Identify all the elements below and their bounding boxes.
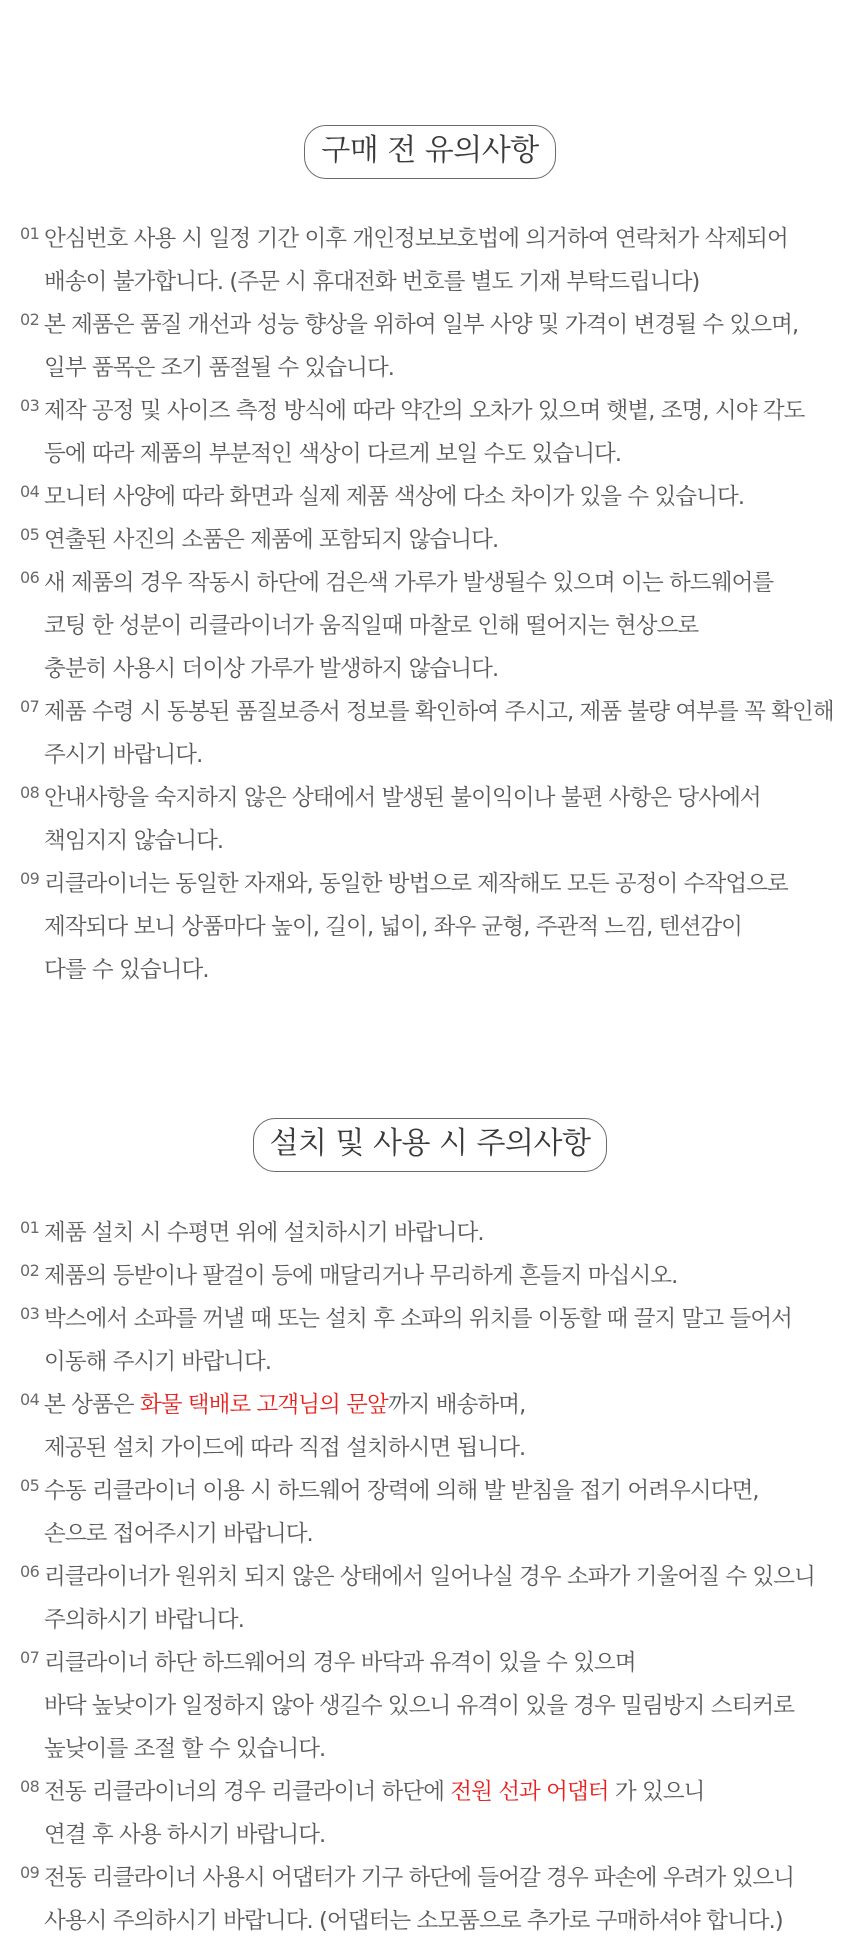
item-text: 사용시 주의하시기 바랍니다. (어댑터는 소모품으로 추가로 구매하셔야 합니다.) bbox=[44, 1908, 783, 1934]
item-text: 수동 리클라이너 이용 시 하드웨어 장력에 의해 발 받침을 접기 어려우시다면, bbox=[44, 1478, 759, 1504]
item-number: 03 bbox=[20, 396, 40, 415]
list-item bbox=[0, 1556, 860, 1642]
item-number: 03 bbox=[20, 1304, 40, 1323]
item-number: 08 bbox=[20, 1777, 40, 1796]
item-text: 바닥 높낮이가 일정하지 않아 생길수 있으니 유격이 있을 경우 밀림방지 스티커로 bbox=[44, 1693, 795, 1719]
item-number: 06 bbox=[20, 1562, 40, 1581]
list-item bbox=[0, 218, 860, 304]
installation-notice-section bbox=[0, 1118, 860, 1172]
list-item bbox=[0, 1255, 860, 1298]
item-text: 일부 품목은 조기 품절될 수 있습니다. bbox=[44, 355, 395, 381]
item-text: 배송이 불가합니다. (주문 시 휴대전화 번호를 별도 기재 부탁드립니다) bbox=[44, 269, 700, 295]
list-item bbox=[0, 1470, 860, 1556]
item-number: 06 bbox=[20, 568, 40, 587]
item-text: 모니터 사양에 따라 화면과 실제 제품 색상에 다소 차이가 있을 수 있습니다. bbox=[44, 484, 745, 510]
list-item bbox=[0, 1857, 860, 1943]
item-number: 05 bbox=[20, 1476, 40, 1495]
item-text: 박스에서 소파를 꺼낼 때 또는 설치 후 소파의 위치를 이동할 때 끌지 말고 들어서 bbox=[44, 1306, 792, 1332]
item-number: 04 bbox=[20, 1390, 40, 1409]
item-text: 리클라이너가 원위치 되지 않은 상태에서 일어나실 경우 소파가 기울어질 수 있으니 bbox=[44, 1564, 815, 1590]
item-text: 등에 따라 제품의 부분적인 색상이 다르게 보일 수도 있습니다. bbox=[44, 441, 622, 467]
item-text-segment: 까지 배송하며, bbox=[387, 1392, 526, 1418]
item-text bbox=[44, 1384, 846, 1427]
item-text-segment: 본 상품은 bbox=[44, 1392, 140, 1418]
highlighted-text: 화물 택배로 고객님의 문앞 bbox=[139, 1392, 388, 1418]
section-title-installation-notice: 설치 및 사용 시 주의사항 bbox=[253, 1118, 608, 1172]
item-text: 새 제품의 경우 작동시 하단에 검은색 가루가 발생될수 있으며 이는 하드웨어를 bbox=[44, 570, 774, 596]
item-text: 안내사항을 숙지하지 않은 상태에서 발생된 불이익이나 불편 사항은 당사에서 bbox=[44, 785, 761, 811]
item-text: 책임지지 않습니다. bbox=[44, 828, 224, 854]
list-item bbox=[0, 777, 860, 863]
list-item bbox=[0, 1771, 860, 1857]
item-number: 04 bbox=[20, 482, 40, 501]
list-item bbox=[0, 562, 860, 691]
item-number: 08 bbox=[20, 783, 40, 802]
item-text: 주시기 바랍니다. bbox=[44, 742, 203, 768]
item-number: 02 bbox=[20, 1261, 40, 1280]
item-text: 연결 후 사용 하시기 바랍니다. bbox=[44, 1822, 326, 1848]
item-number: 02 bbox=[20, 310, 40, 329]
item-text: 본 제품은 품질 개선과 성능 향상을 위하여 일부 사양 및 가격이 변경될 수 있으며, bbox=[44, 312, 799, 338]
item-text: 제공된 설치 가이드에 따라 직접 설치하시면 됩니다. bbox=[44, 1435, 526, 1461]
item-number: 05 bbox=[20, 525, 40, 544]
item-number: 09 bbox=[20, 869, 40, 888]
purchase-notice-section bbox=[0, 125, 860, 179]
list-item bbox=[0, 691, 860, 777]
item-text: 전동 리클라이너 사용시 어댑터가 기구 하단에 들어갈 경우 파손에 우려가 있으니 bbox=[44, 1865, 795, 1891]
item-text: 리클라이너는 동일한 자재와, 동일한 방법으로 제작해도 모든 공정이 수작업으로 bbox=[44, 871, 788, 897]
highlighted-text: 전원 선과 어댑터 bbox=[450, 1779, 609, 1805]
item-text: 제품 설치 시 수평면 위에 설치하시기 바랍니다. bbox=[44, 1220, 484, 1246]
item-number: 07 bbox=[20, 1648, 40, 1667]
item-text: 제품 수령 시 동봉된 품질보증서 정보를 확인하여 주시고, 제품 불량 여부를 꼭 확인해 bbox=[44, 699, 834, 725]
list-item bbox=[0, 519, 860, 562]
item-text: 연출된 사진의 소품은 제품에 포함되지 않습니다. bbox=[44, 527, 499, 553]
list-item bbox=[0, 1384, 860, 1470]
item-text: 제작되다 보니 상품마다 높이, 길이, 넓이, 좌우 균형, 주관적 느낌, 텐션감이 bbox=[44, 914, 742, 940]
item-number: 01 bbox=[20, 1218, 40, 1237]
item-text: 제품의 등받이나 팔걸이 등에 매달리거나 무리하게 흔들지 마십시오. bbox=[44, 1263, 678, 1289]
installation-notice-list bbox=[0, 1212, 860, 1943]
item-text: 손으로 접어주시기 바랍니다. bbox=[44, 1521, 313, 1547]
item-text: 다를 수 있습니다. bbox=[44, 957, 209, 983]
list-item bbox=[0, 863, 860, 992]
item-text bbox=[44, 1771, 846, 1814]
item-text: 높낮이를 조절 할 수 있습니다. bbox=[44, 1736, 326, 1762]
list-item bbox=[0, 476, 860, 519]
item-text: 안심번호 사용 시 일정 기간 이후 개인정보보호법에 의거하여 연락처가 삭제되어 bbox=[44, 226, 788, 252]
item-text: 리클라이너 하단 하드웨어의 경우 바닥과 유격이 있을 수 있으며 bbox=[44, 1650, 636, 1676]
item-number: 07 bbox=[20, 697, 40, 716]
list-item bbox=[0, 1212, 860, 1255]
list-item bbox=[0, 390, 860, 476]
item-text: 충분히 사용시 더이상 가루가 발생하지 않습니다. bbox=[44, 656, 499, 682]
item-text: 주의하시기 바랍니다. bbox=[44, 1607, 245, 1633]
item-text: 제작 공정 및 사이즈 측정 방식에 따라 약간의 오차가 있으며 햇볕, 조명, 시야 각도 bbox=[44, 398, 805, 424]
purchase-notice-list bbox=[0, 218, 860, 992]
item-number: 09 bbox=[20, 1863, 40, 1882]
item-text-segment: 전동 리클라이너의 경우 리클라이너 하단에 bbox=[44, 1779, 451, 1805]
item-text-segment: 가 있으니 bbox=[608, 1779, 705, 1805]
item-text: 이동해 주시기 바랍니다. bbox=[44, 1349, 272, 1375]
list-item bbox=[0, 304, 860, 390]
list-item bbox=[0, 1298, 860, 1384]
item-number: 01 bbox=[20, 224, 40, 243]
section-title-purchase-notice: 구매 전 유의사항 bbox=[304, 125, 555, 179]
list-item bbox=[0, 1642, 860, 1771]
item-text: 코팅 한 성분이 리클라이너가 움직일때 마찰로 인해 떨어지는 현상으로 bbox=[44, 613, 699, 639]
